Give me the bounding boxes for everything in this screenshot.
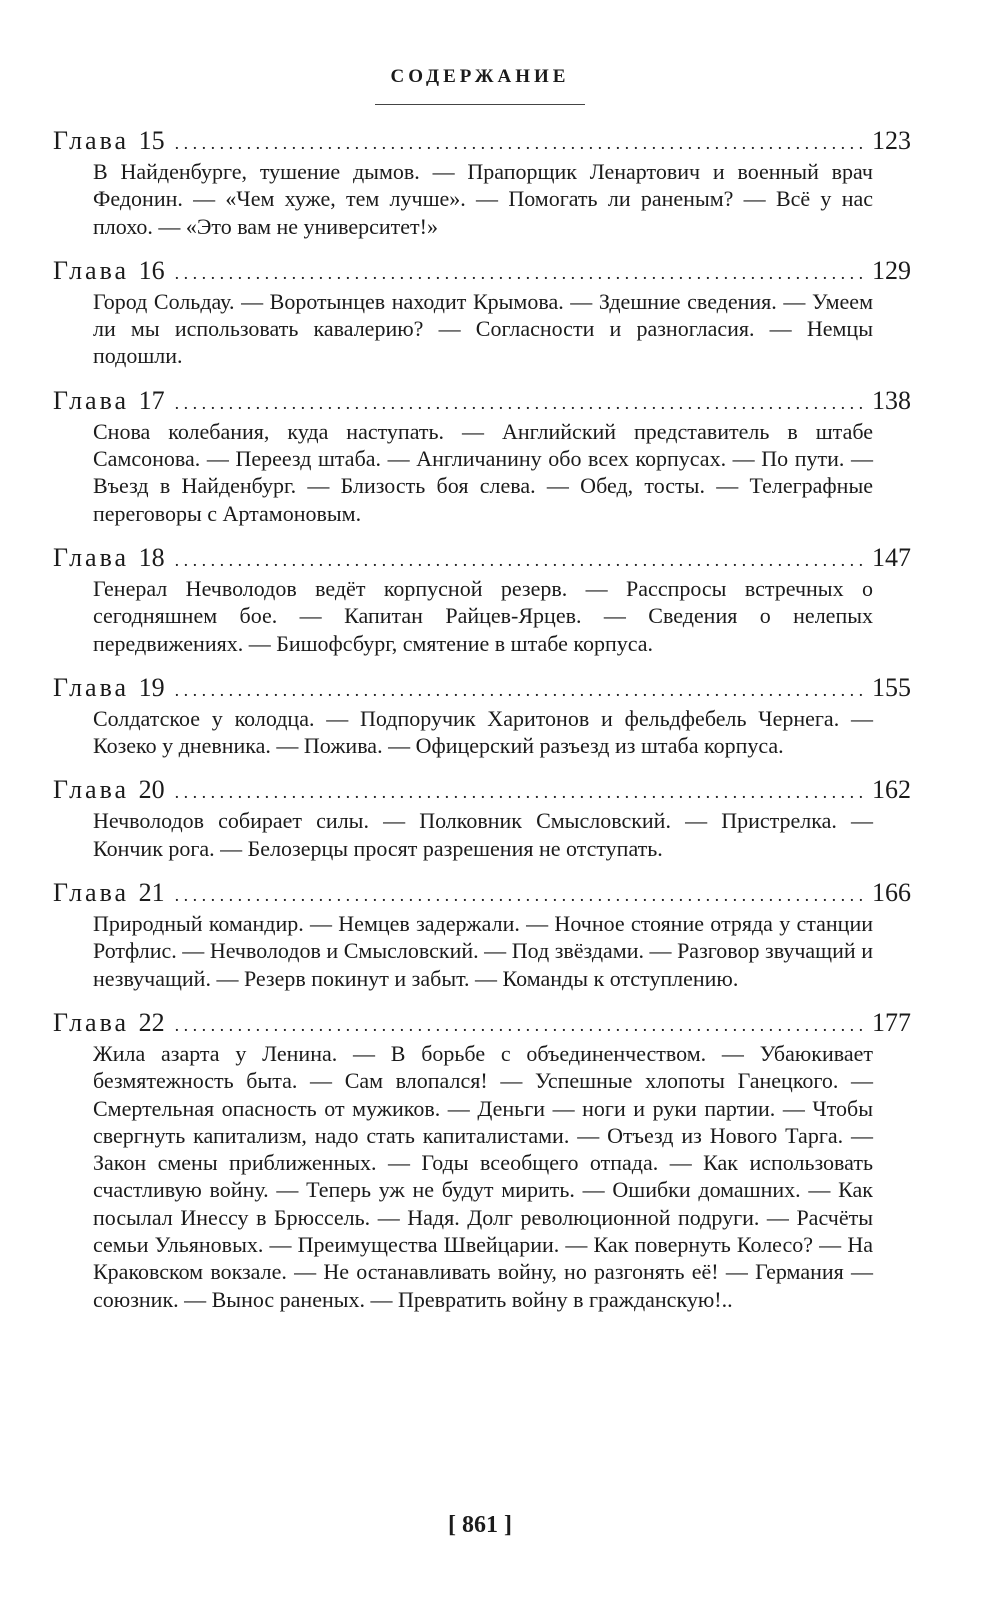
chapter-number: 21 — [138, 878, 165, 908]
chapter-page-number: 129 — [872, 255, 911, 285]
chapter-word: Глава — [53, 775, 130, 805]
chapter-summary: Жила азарта у Ленина. — В борьбе с объединенчеством. — Убаюкивает безмятежность быта. — Сам влопался! — Успешные хлопоты Ганецкого. — Смертельная опасность от мужиков. — Деньги — ноги и руки партии. — Чтобы свергнуть капитализм, надо стать капиталистами. — Отъезд из Нового Тарга. — Закон смены приближенных. — Годы всеобщего отпада. — Как использовать счастливую войну. — Теперь уж не будут мирить. — Ошибки домашних. — Как посылал Инессу в Брюссель. — Надя. Долг революционной подруги. — Расчёты семьи Ульяновых. — Преимущества Швейцарии. — Как повернуть Колесо? — На Краковском вокзале. — Не останавливать войну, но разгонять её! — Германия — союзник. — Вынос раненых. — Превратить войну в гражданскую!.. — [93, 1040, 873, 1312]
dot-leader — [175, 258, 868, 288]
toc-entry-chapter-19 — [53, 673, 911, 760]
chapter-page-number: 162 — [872, 775, 911, 805]
chapter-heading-line — [53, 126, 911, 156]
chapter-number: 15 — [138, 126, 165, 155]
toc-entry-chapter-17 — [53, 386, 911, 527]
chapter-title — [53, 126, 165, 156]
chapter-summary: Природный командир. — Немцев задержали. — Ночное стояние отряда у станции Ротфлис. — Нечволодов и Смысловский. — Под звёздами. — Разговор звучащий и незвучащий. — Резерв покинут и забыт. — Команды к отступлению. — [93, 911, 873, 991]
chapter-word: Глава — [53, 672, 130, 702]
chapter-word: Глава — [53, 126, 130, 155]
page-folio: [ 861 ] — [448, 1512, 512, 1538]
dot-leader — [175, 545, 868, 575]
toc-entry-chapter-21 — [53, 878, 911, 992]
chapter-title — [53, 673, 165, 703]
chapter-heading-line — [53, 673, 911, 703]
dot-leader — [175, 128, 868, 158]
chapter-title — [53, 386, 165, 416]
header-rule — [375, 104, 585, 105]
chapter-heading-line — [53, 543, 911, 573]
dot-leader — [175, 777, 868, 807]
chapter-summary: Нечволодов собирает силы. — Полковник Смысловский. — Пристрелка. — Кончик рога. — Белозерцы просят разрешения не отступать. — [93, 808, 873, 861]
chapter-summary: В Найденбурге, тушение дымов. — Прапорщик Ленартович и военный врач Федонин. — «Чем хуже, тем лучше». — Помогать ли раненым? — Всё у нас плохо. — «Это вам не университет!» — [93, 159, 873, 239]
chapter-word: Глава — [53, 542, 130, 572]
chapter-title — [53, 878, 165, 908]
chapter-title — [53, 775, 165, 805]
chapter-heading-line — [53, 386, 911, 416]
dot-leader — [175, 1010, 868, 1040]
chapter-summary: Генерал Нечволодов ведёт корпусной резерв. — Расспросы встречных о сегодняшнем бое. — Капитан Райцев-Ярцев. — Сведения о нелепых передвижениях. — Бишофсбург, смятение в штабе корпуса. — [93, 575, 873, 656]
chapter-page-number: 155 — [872, 672, 911, 702]
chapter-word: Глава — [53, 1007, 130, 1037]
chapter-title — [53, 256, 165, 286]
chapter-number: 22 — [138, 1007, 165, 1037]
chapter-page-number: 166 — [872, 878, 911, 908]
chapter-page-number: 177 — [872, 1007, 911, 1037]
running-head-title: СОДЕРЖАНИЕ — [390, 66, 570, 87]
chapter-number: 16 — [138, 255, 165, 285]
chapter-heading-line — [53, 775, 911, 805]
chapter-title — [53, 1008, 165, 1038]
toc-entry-chapter-20 — [53, 775, 911, 862]
chapter-summary: Солдатское у колодца. — Подпоручик Харитонов и фельдфебель Чернега. — Козеко у дневника. — Пожива. — Офицерский разъезд из штаба корпуса. — [93, 705, 873, 759]
chapter-word: Глава — [53, 255, 130, 285]
chapter-number: 19 — [138, 672, 165, 702]
toc-entry-chapter-18 — [53, 543, 911, 657]
chapter-page-number: 138 — [872, 385, 911, 415]
toc-entry-chapter-15 — [53, 126, 911, 240]
chapter-number: 18 — [138, 542, 165, 572]
dot-leader — [175, 880, 868, 910]
dot-leader — [175, 675, 868, 705]
chapter-page-number: 147 — [872, 542, 911, 572]
chapter-heading-line — [53, 878, 911, 908]
toc-entry-chapter-22 — [53, 1008, 911, 1313]
dot-leader — [175, 388, 868, 418]
chapter-word: Глава — [53, 878, 130, 908]
table-of-contents — [53, 126, 911, 1329]
chapter-heading-line — [53, 1008, 911, 1038]
toc-entry-chapter-16 — [53, 256, 911, 370]
chapter-page-number: 123 — [872, 126, 911, 155]
chapter-number: 20 — [138, 775, 165, 805]
chapter-summary: Город Сольдау. — Воротынцев находит Крымова. — Здешние сведения. — Умеем ли мы использовать кавалерию? — Согласности и разногласия. — Немцы подошли. — [93, 288, 873, 369]
chapter-heading-line — [53, 256, 911, 286]
chapter-summary: Снова колебания, куда наступать. — Английский представитель в штабе Самсонова. — Переезд штаба. — Англичанину обо всех корпусах. — По пути. — Въезд в Найденбург. — Близость боя слева. — Обед, тосты. — Телеграфные переговоры с Артамоновым. — [93, 418, 873, 526]
chapter-number: 17 — [138, 385, 165, 415]
chapter-word: Глава — [53, 385, 130, 415]
chapter-title — [53, 543, 165, 573]
